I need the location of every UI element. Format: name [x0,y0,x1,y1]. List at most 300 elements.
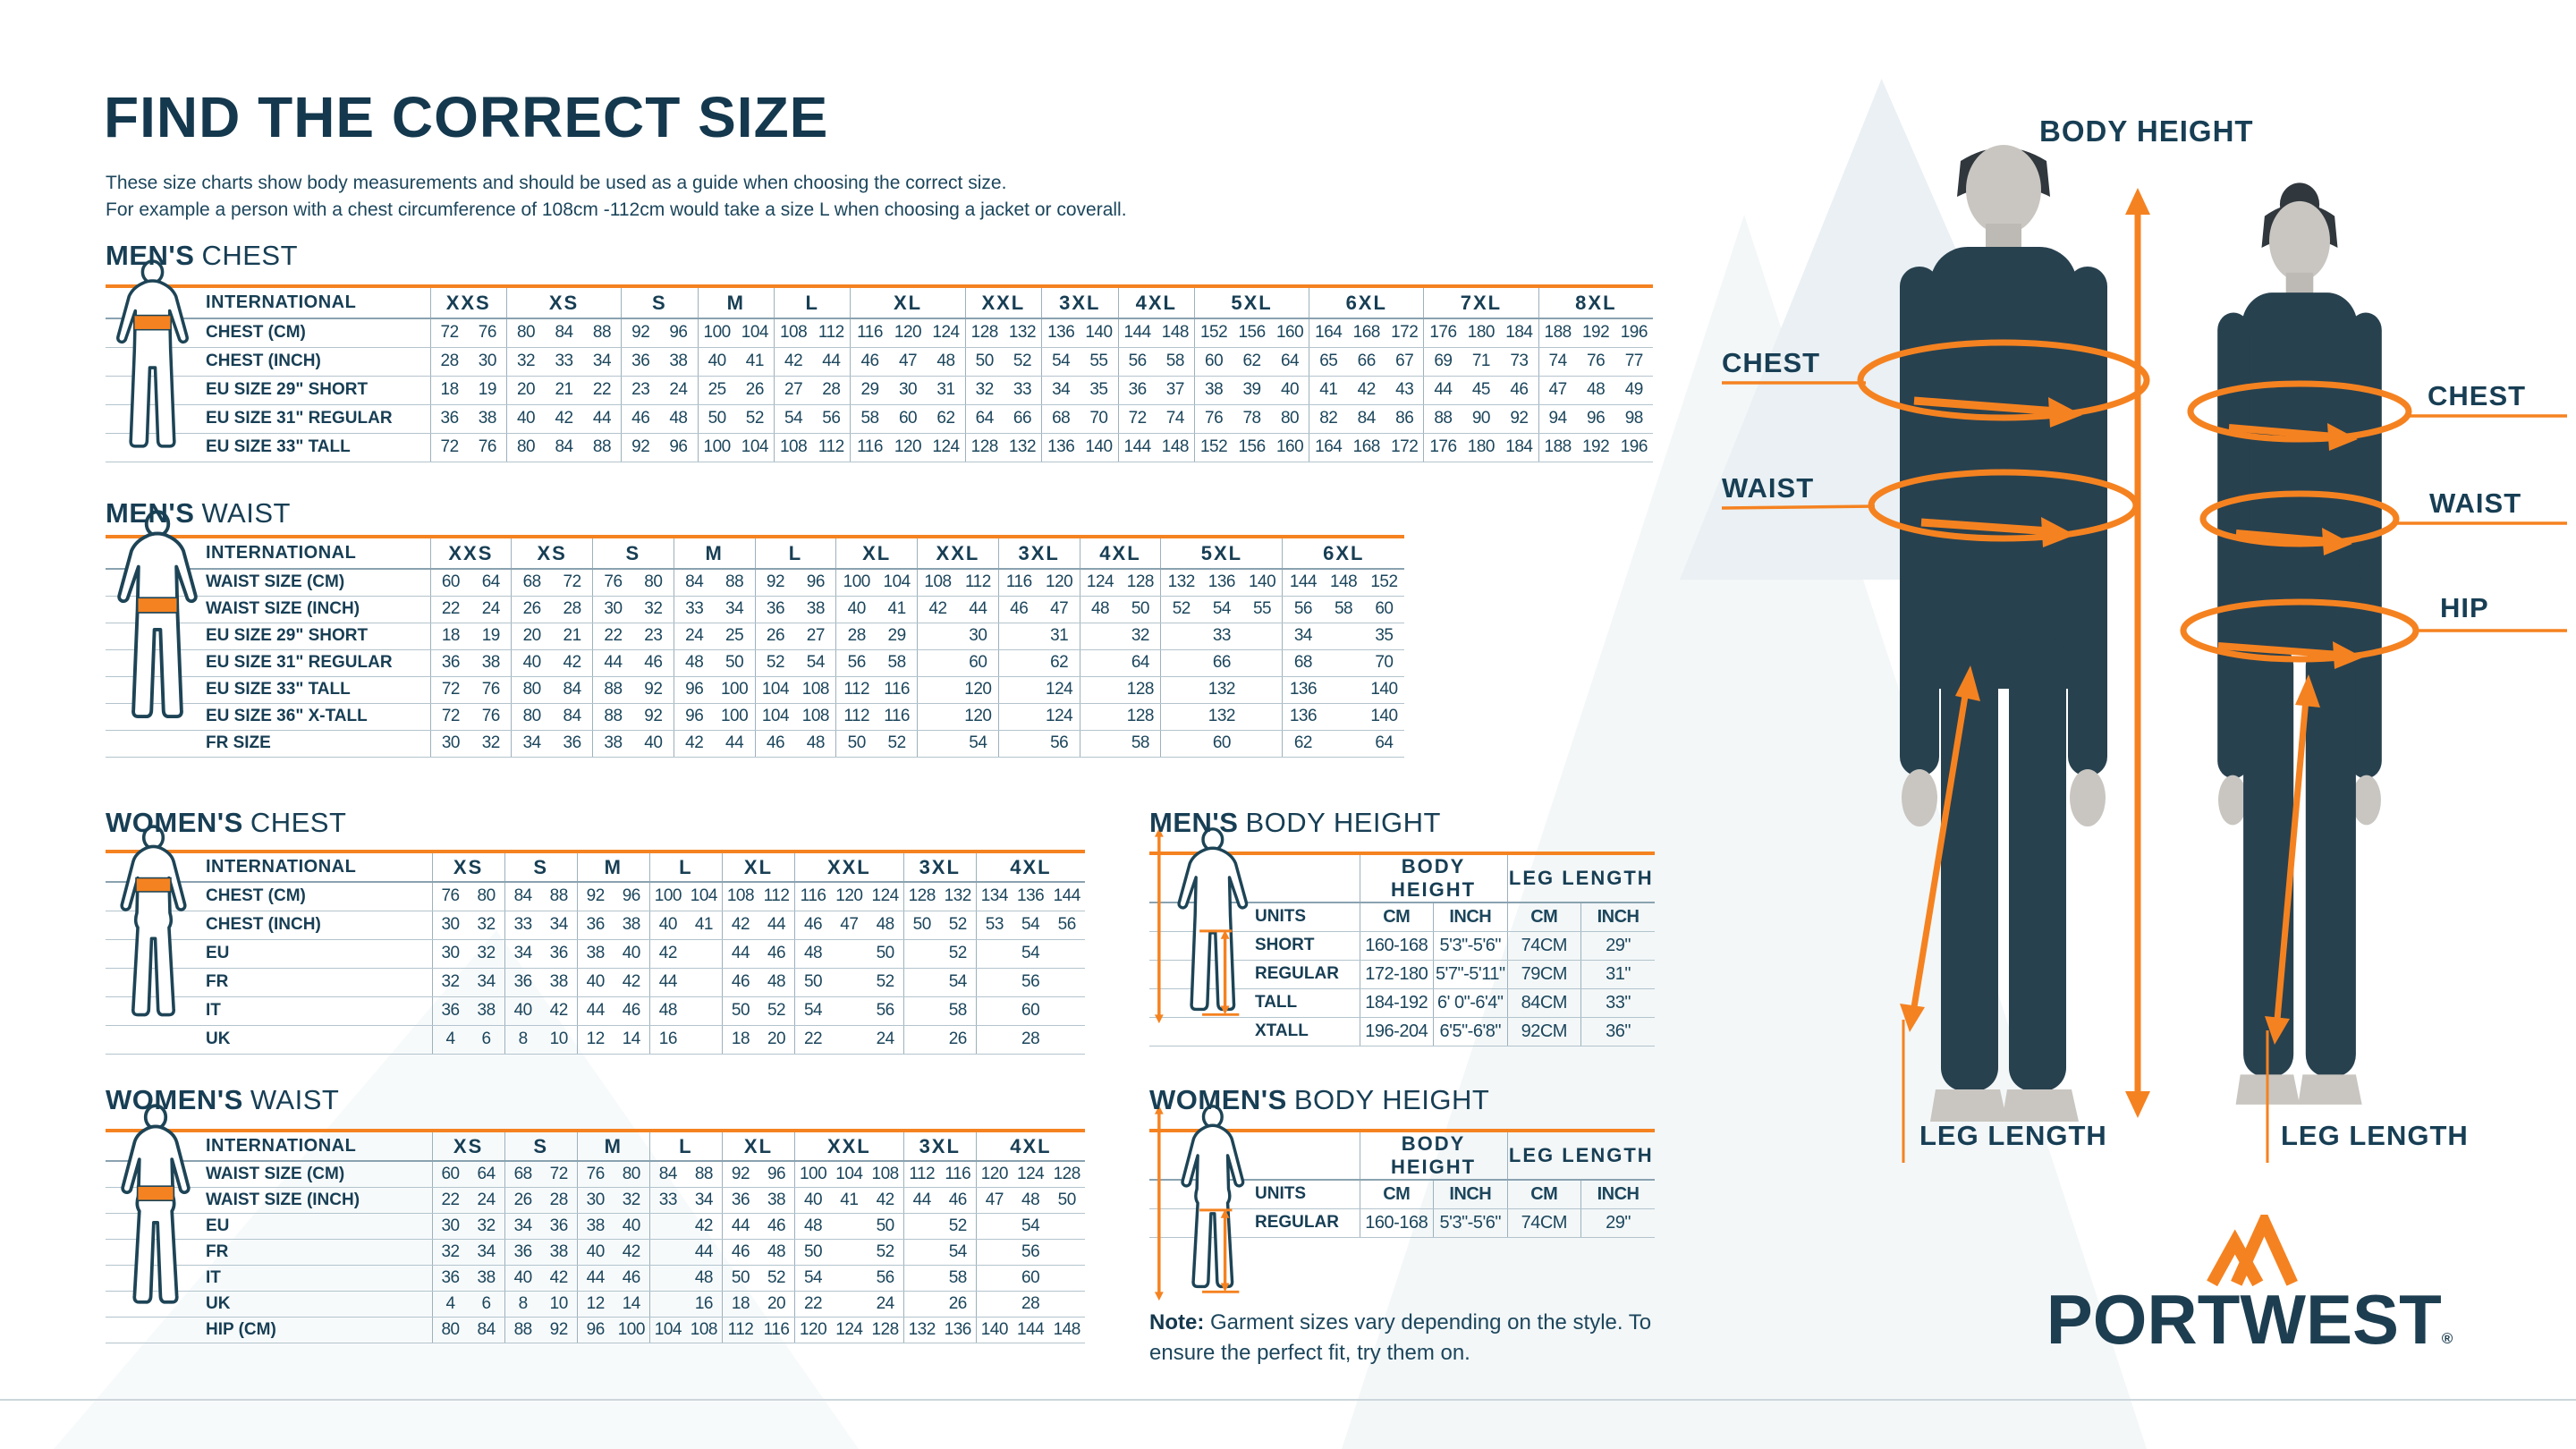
size-cell: 30 [432,911,469,939]
row-label: WAIST SIZE (CM) [106,569,430,596]
size-cell: 84 [545,433,583,462]
table-row [106,996,1085,1025]
size-cell: 32 [432,1239,469,1265]
size-cell: 92 [622,433,660,462]
size-cell: 90 [1462,404,1501,433]
size-cell [1080,649,1120,676]
size-cell: 14 [614,1025,650,1054]
leg-length-right-label: LEG LENGTH [2281,1120,2469,1151]
table-row [106,347,1653,376]
size-cell: 35 [1364,623,1404,649]
size-cell: 28 [552,596,592,623]
size-cell [1080,623,1120,649]
size-cell: 60 [1201,730,1241,757]
size-cell: 72 [430,703,470,730]
size-cell: 144 [1283,569,1323,596]
size-cell [1080,703,1120,730]
portwest-mountain-icon [2176,1215,2324,1286]
size-cell: 112 [722,1317,758,1343]
size-cell: 60 [430,569,470,596]
size-cell: 48 [927,347,965,376]
size-cell: 78 [1233,404,1271,433]
size-cell: 116 [998,569,1038,596]
size-cell: 46 [633,649,674,676]
size-cell [998,730,1038,757]
size-cell: 104 [736,318,775,347]
row-label: EU SIZE 31" REGULAR [106,404,430,433]
size-cell: 38 [659,347,698,376]
waist-band-marker [138,1186,174,1200]
size-cell: 192 [1577,433,1615,462]
size-cell [1242,623,1283,649]
size-cell: 56 [868,1265,904,1291]
size-cell: 60 [958,649,998,676]
size-cell: 48 [758,1239,795,1265]
size-cell [831,996,868,1025]
size-cell: 104 [686,882,723,911]
size-cell: 164 [1309,318,1348,347]
size-cell: 42 [686,1213,723,1239]
size-cell [976,1291,1013,1317]
size-cell: INCH [1434,902,1508,931]
size-cell: 40 [577,968,614,996]
size-cell: 96 [659,433,698,462]
size-cell: 19 [469,376,507,404]
size-cell: 192 [1577,318,1615,347]
size-cell: 38 [758,1187,795,1213]
size-cell: 47 [889,347,928,376]
size-cell: 68 [512,569,552,596]
size-cell [903,1265,940,1291]
size-cell: 128 [868,1317,904,1343]
size-cell: 92CM [1507,1017,1581,1046]
size-cell: 46 [758,1213,795,1239]
size-cell: 36 [577,911,614,939]
size-cell: 49 [1614,376,1653,404]
size-cell: 176 [1424,433,1462,462]
size-cell: 30 [430,730,470,757]
size-cell: 28 [836,623,877,649]
size-cell: 36 [430,649,470,676]
size-group-header: L [649,1131,722,1161]
size-cell: 54 [795,649,835,676]
size-cell: 132 [903,1317,940,1343]
size-cell: 32 [1120,623,1160,649]
size-cell: CM [1507,902,1581,931]
size-cell: 80 [633,569,674,596]
size-cell: 19 [470,623,511,649]
size-cell [686,939,723,968]
size-cell: 84 [649,1161,686,1187]
size-cell: 96 [577,1317,614,1343]
size-cell: 44 [583,404,622,433]
size-cell: 26 [736,376,775,404]
size-cell: 33 [545,347,583,376]
size-cell: 176 [1424,318,1462,347]
table-row [106,730,1404,757]
size-cell: 10 [541,1025,578,1054]
size-cell: 132 [940,882,977,911]
size-group-header: L [755,537,836,569]
table-row [106,911,1085,939]
size-cell: INCH [1434,1180,1508,1208]
size-cell: 44 [593,649,633,676]
size-cell: 92 [577,882,614,911]
size-cell: 50 [1120,596,1160,623]
size-cell: 188 [1538,318,1577,347]
size-group-header: 4XL [976,1131,1085,1161]
size-cell: 45 [1462,376,1501,404]
size-cell: 41 [736,347,775,376]
size-group-header: BODY HEIGHT [1360,1131,1507,1180]
size-group-header: XS [512,537,593,569]
size-cell: 180 [1462,318,1501,347]
size-cell: 108 [795,703,835,730]
size-cell: 52 [940,1213,977,1239]
size-cell: 44 [812,347,851,376]
size-cell: 38 [541,1239,578,1265]
size-group-header: BODY HEIGHT [1360,853,1507,902]
size-cell: 134 [976,882,1013,911]
size-cell: 108 [918,569,958,596]
row-label: EU SIZE 33" TALL [106,676,430,703]
size-cell: 132 [1004,318,1042,347]
row-label: EU SIZE 29" SHORT [106,623,430,649]
size-cell: 56 [1013,968,1049,996]
size-cell [686,996,723,1025]
row-label: WAIST SIZE (INCH) [106,596,430,623]
size-cell: 6'5"-6'8" [1434,1017,1508,1046]
table-row [106,1239,1085,1265]
size-cell: 44 [1424,376,1462,404]
size-cell: 52 [868,1239,904,1265]
size-cell: 104 [877,569,917,596]
size-cell: 40 [698,347,736,376]
waist-band-marker [138,597,178,613]
size-cell: 136 [1283,676,1323,703]
table-corner-label: INTERNATIONAL [106,852,432,882]
size-cell: 40 [633,730,674,757]
size-cell: 48 [649,996,686,1025]
size-cell: 48 [686,1265,723,1291]
size-cell: 44 [649,968,686,996]
size-cell: 58 [877,649,917,676]
size-cell: 88 [686,1161,723,1187]
female-waist-figure-icon [107,1104,204,1318]
size-cell: 40 [614,1213,650,1239]
size-cell: 27 [774,376,812,404]
row-label: EU SIZE 36" X-TALL [106,703,430,730]
size-cell [1242,730,1283,757]
woman-chest-label: CHEST [2428,380,2527,411]
size-cell: 34 [1283,623,1323,649]
size-cell: 55 [1242,596,1283,623]
size-cell: 20 [506,376,545,404]
table-row [106,1213,1085,1239]
table-row [106,404,1653,433]
section-title-strong: MEN'S [106,240,195,271]
page-title: FIND THE CORRECT SIZE [104,85,829,149]
size-cell: 60 [432,1161,469,1187]
size-cell: 100 [649,882,686,911]
size-cell: 40 [504,996,541,1025]
size-cell: 112 [836,676,877,703]
size-group-header: LEG LENGTH [1507,853,1655,902]
size-cell: 148 [1048,1317,1085,1343]
size-cell: 79CM [1507,960,1581,988]
size-cell: 92 [722,1161,758,1187]
size-group-header: XXL [795,852,904,882]
size-cell: 46 [614,996,650,1025]
size-cell: 116 [851,318,889,347]
size-cell: 42 [868,1187,904,1213]
size-cell: 52 [758,996,795,1025]
intro-line: For example a person with a chest circumference of 108cm -112cm would take a size L when choosing a jacket or coverall. [106,199,1127,220]
section-title-womens-chest [106,807,346,839]
body-height-label: BODY HEIGHT [2039,114,2254,148]
size-cell: 116 [877,703,917,730]
size-cell: 96 [674,703,714,730]
size-cell: 88 [583,433,622,462]
table-row [106,1161,1085,1187]
size-cell: 84 [469,1317,505,1343]
size-cell [831,939,868,968]
intro-text [106,170,1127,224]
male-waist-figure-icon [107,510,208,733]
size-cell: 22 [430,596,470,623]
size-cell: 46 [614,1265,650,1291]
size-cell: 52 [755,649,795,676]
size-cell: 54 [1042,347,1080,376]
size-cell: 38 [470,649,511,676]
table-row [106,939,1085,968]
size-group-header: S [593,537,674,569]
size-cell [1161,649,1201,676]
size-cell: 20 [758,1291,795,1317]
size-cell: 33 [674,596,714,623]
size-cell [1161,703,1201,730]
size-cell: 28 [812,376,851,404]
size-cell: 184 [1500,318,1538,347]
size-cell: 33 [1004,376,1042,404]
size-cell: 40 [504,1265,541,1291]
size-cell: 156 [1233,318,1271,347]
woman-waist-label: WAIST [2429,487,2522,519]
size-cell [831,1265,868,1291]
size-cell: 52 [868,968,904,996]
size-group-header: XL [722,1131,794,1161]
size-cell [831,1239,868,1265]
size-cell: 30 [889,376,928,404]
size-cell: 32 [432,968,469,996]
size-cell: 96 [674,676,714,703]
row-label: FR [106,1239,432,1265]
size-cell: 160 [1271,318,1309,347]
size-cell [1080,730,1120,757]
size-cell: 132 [1201,676,1241,703]
size-cell: 38 [469,996,505,1025]
size-cell: 40 [1271,376,1309,404]
size-cell: 42 [774,347,812,376]
size-cell: 22 [583,376,622,404]
size-group-header: XS [432,852,504,882]
bottom-divider [0,1399,2576,1401]
row-label: CHEST (INCH) [106,347,430,376]
size-cell [1048,968,1085,996]
size-group-header: XXS [430,537,512,569]
size-group-header: XL [851,286,965,318]
size-cell: 42 [674,730,714,757]
size-cell: 44 [722,1213,758,1239]
woman-hip-label: HIP [2440,592,2489,623]
size-cell: 72 [430,318,469,347]
size-cell: 140 [1242,569,1283,596]
size-group-header: XL [722,852,794,882]
section-title-strong: MEN'S [106,497,195,529]
size-cell: 76 [593,569,633,596]
size-group-header: M [577,1131,649,1161]
note-text [1149,1308,1668,1368]
size-cell: 36 [430,404,469,433]
size-cell: 92 [755,569,795,596]
size-cell: 180 [1462,433,1501,462]
size-cell: 160 [1271,433,1309,462]
size-cell: 64 [1120,649,1160,676]
size-cell: 36 [1118,376,1157,404]
size-cell: 84 [552,676,592,703]
row-label: IT [106,996,432,1025]
size-cell: 52 [758,1265,795,1291]
size-cell: 38 [469,1265,505,1291]
size-cell: 46 [1500,376,1538,404]
size-cell: 46 [758,939,795,968]
table-row [106,1317,1085,1343]
size-cell: 56 [1118,347,1157,376]
size-cell: 148 [1157,433,1195,462]
size-cell: 112 [758,882,795,911]
body-height-arrow [2125,188,2150,1118]
size-group-header: 5XL [1161,537,1283,569]
size-cell: 100 [698,433,736,462]
size-cell [1323,703,1363,730]
size-cell: 168 [1347,433,1385,462]
size-cell: 30 [593,596,633,623]
size-cell: 28 [1013,1025,1049,1054]
size-cell [649,1213,686,1239]
size-cell: 136 [1013,882,1049,911]
size-cell: 60 [1013,996,1049,1025]
size-cell: INCH [1581,1180,1656,1208]
size-cell [1242,676,1283,703]
man-waist-label: WAIST [1722,472,1815,504]
size-cell: 34 [715,596,755,623]
size-cell: 29" [1581,931,1656,960]
size-cell: 108 [868,1161,904,1187]
size-cell: 86 [1385,404,1424,433]
size-cell: 35 [1080,376,1118,404]
size-group-header: XS [432,1131,504,1161]
size-cell: 70 [1080,404,1118,433]
size-cell: 172 [1385,433,1424,462]
chest-band-marker [136,878,171,892]
size-cell: 30 [577,1187,614,1213]
size-cell: 54 [795,1265,832,1291]
size-cell: 60 [1364,596,1404,623]
size-cell: 58 [1157,347,1195,376]
size-cell: 172-180 [1360,960,1434,988]
size-cell: 80 [469,882,505,911]
row-label: WAIST SIZE (CM) [106,1161,432,1187]
size-cell: 36 [622,347,660,376]
size-cell: 32 [469,911,505,939]
size-group-header: M [674,537,755,569]
table-row [106,676,1404,703]
size-cell: 140 [1364,703,1404,730]
row-label: UNITS [1149,902,1360,931]
size-cell: 88 [583,318,622,347]
size-cell: 124 [1080,569,1120,596]
size-cell: 34 [504,939,541,968]
size-cell [649,1291,686,1317]
size-cell: 108 [686,1317,723,1343]
size-cell: 47 [976,1187,1013,1213]
size-cell: 196-204 [1360,1017,1434,1046]
size-cell [918,703,958,730]
section-title-mens-waist [106,497,291,530]
row-label: UK [106,1025,432,1054]
size-group-header: 4XL [1118,286,1194,318]
size-cell: 48 [758,968,795,996]
size-cell: 31 [927,376,965,404]
size-group-header: 8XL [1538,286,1653,318]
size-cell: 56 [868,996,904,1025]
size-cell: 50 [903,911,940,939]
size-cell: 5'7"-5'11" [1434,960,1508,988]
size-cell: 112 [903,1161,940,1187]
size-cell [903,939,940,968]
size-cell: 100 [715,676,755,703]
size-cell: 184 [1500,433,1538,462]
size-cell [1048,1025,1085,1054]
size-cell: 88 [593,703,633,730]
size-cell [998,649,1038,676]
size-cell: 24 [674,623,714,649]
size-cell: 18 [722,1025,758,1054]
size-cell: 36 [722,1187,758,1213]
size-cell: 80 [614,1161,650,1187]
size-group-header: XS [506,286,621,318]
size-cell: 14 [614,1291,650,1317]
male-chest-figure-icon [107,259,198,462]
size-cell: 82 [1309,404,1348,433]
size-cell: 116 [758,1317,795,1343]
size-cell: 132 [1161,569,1201,596]
size-cell: 60 [1013,1265,1049,1291]
size-cell: 46 [851,347,889,376]
size-cell: 26 [940,1025,977,1054]
size-cell: 124 [831,1317,868,1343]
size-cell: 29 [851,376,889,404]
size-cell: 104 [649,1317,686,1343]
size-cell: 46 [722,1239,758,1265]
size-cell: 58 [940,1265,977,1291]
size-cell [1161,623,1201,649]
size-cell: 70 [1364,649,1404,676]
size-cell: 92 [633,676,674,703]
size-cell [976,939,1013,968]
size-cell: 60 [1194,347,1233,376]
size-cell: 56 [1048,911,1085,939]
